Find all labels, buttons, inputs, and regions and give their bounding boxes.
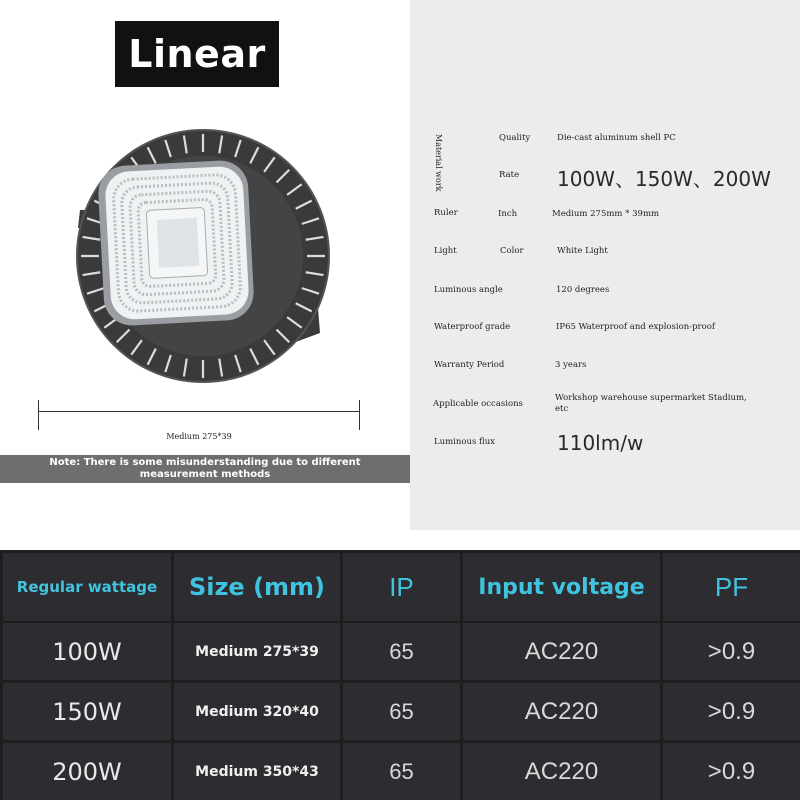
- product-panel: [0, 0, 410, 530]
- table-row-2-ip: 65: [343, 683, 460, 740]
- waterproof-value: IP65 Waterproof and explosion-proof: [556, 322, 715, 332]
- luminous-flux-value: 110lm/w: [557, 431, 644, 455]
- dimension-line: [38, 411, 360, 412]
- table-row-1-size: Medium 275*39: [174, 623, 340, 680]
- occasions-value-2: etc: [555, 404, 569, 414]
- luminous-flux-label: Luminous flux: [434, 437, 495, 447]
- ruler-label: Ruler: [434, 208, 458, 218]
- table-row-1-wattage: 100W: [3, 623, 171, 680]
- dimension-tick-right: [359, 400, 360, 430]
- spec-table: [0, 550, 800, 800]
- table-row-3-size: Medium 350*43: [174, 743, 340, 800]
- dimension-label: Medium 275*39: [166, 432, 232, 441]
- quality-value: Die-cast aluminum shell PC: [557, 133, 676, 143]
- inch-label: Inch: [498, 209, 518, 219]
- high-bay-lamp-image: [68, 118, 338, 408]
- measurement-note: [0, 455, 410, 483]
- inch-value: Medium 275mm * 39mm: [552, 209, 660, 219]
- occasions-value-1: Workshop warehouse supermarket Stadium,: [555, 393, 747, 403]
- color-value: White Light: [557, 246, 608, 256]
- table-row-2-voltage: AC220: [463, 683, 660, 740]
- note-line-2: measurement methods: [139, 469, 271, 480]
- occasions-label: Applicable occasions: [433, 399, 523, 409]
- header-input-voltage: Input voltage: [463, 553, 660, 621]
- quality-label: Quality: [499, 133, 531, 143]
- waterproof-label: Waterproof grade: [434, 322, 511, 332]
- table-row-3-pf: >0.9: [663, 743, 800, 800]
- header-regular-wattage: Regular wattage: [3, 553, 171, 621]
- table-row-3-wattage: 200W: [3, 743, 171, 800]
- table-row-1-voltage: AC220: [463, 623, 660, 680]
- luminous-angle-value: 120 degrees: [556, 285, 610, 295]
- material-work-label: Material work: [434, 134, 443, 192]
- rate-label: Rate: [499, 170, 520, 180]
- table-row-3-voltage: AC220: [463, 743, 660, 800]
- warranty-value: 3 years: [555, 360, 587, 370]
- rate-value: 100W、150W、200W: [557, 167, 771, 191]
- luminous-angle-label: Luminous angle: [434, 285, 503, 295]
- table-row-1-ip: 65: [343, 623, 460, 680]
- light-label: Light: [434, 246, 457, 256]
- warranty-label: Warranty Period: [434, 360, 505, 370]
- table-row-3-ip: 65: [343, 743, 460, 800]
- table-row-2-size: Medium 320*40: [174, 683, 340, 740]
- table-row-2-wattage: 150W: [3, 683, 171, 740]
- spec-panel: [410, 0, 800, 530]
- header-ip: IP: [343, 553, 460, 621]
- table-row-1-pf: >0.9: [663, 623, 800, 680]
- header-pf: PF: [663, 553, 800, 621]
- page-title: Linear: [115, 21, 279, 87]
- table-row-2-pf: >0.9: [663, 683, 800, 740]
- dimension-tick-left: [38, 400, 39, 430]
- note-line-1: Note: There is some misunderstanding due to different: [49, 457, 361, 468]
- color-label: Color: [500, 246, 524, 256]
- header-size: Size (mm): [174, 553, 340, 621]
